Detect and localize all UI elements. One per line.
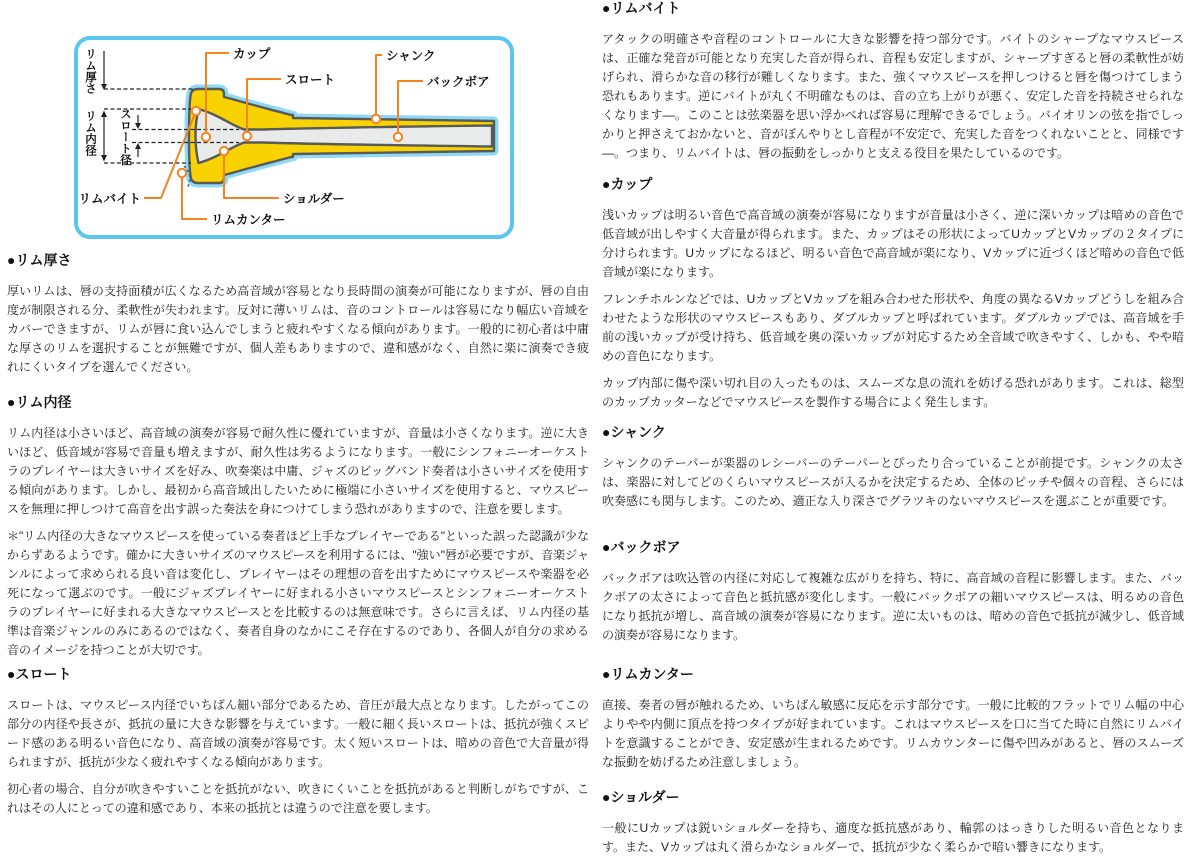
section-heading: ●シャンク [602, 424, 666, 440]
cup-anchor-dot [202, 133, 210, 141]
section-rim-thickness [7, 252, 589, 377]
section-heading: ●ショルダー [602, 789, 680, 805]
section-throat [7, 666, 589, 818]
section-paragraph: フレンチホルンなどでは、UカップとVカップを組み合わせた形状や、角度の異なるVカップどうしを組み合わせたような形状のマウスピースもあり、ダブルカップと呼ばれています。ダブルカップでは、高音域を手前の浅いカップが受け持ち、低音域を奥の深いカップが対応するため全音域で吹きやすく、しかも、やや暗めの音色になります。 [602, 292, 1184, 363]
section-cup [602, 176, 1184, 412]
section-paragraph: アタックの明確さや音程のコントロールに大きな影響を持つ部分です。バイトのシャープなマウスピースは、正確な発音が可能となり充実した音が得られ、音程も安定しますが、シャープすぎると唇の柔軟性が妨げられ、滑らかな音の移行が難しくなります。また、強くマウスピースを押しつけると唇を傷つけてしまう恐れもあります。逆にバイトが丸く不明確なものは、音の立ち上がりが悪く、安定した音を持続させられなくなります―。このことは弦楽器を思い浮かべれば容易に理解できるでしょう。バイオリンの弦を指でしっかりと押さえておかないと、音がぼんやりとし音程が不安定で、充実した音をつくれないことと、同様です―。つまり、リムバイトは、唇の振動をしっかりと支える役目を果たしているのです。 [602, 32, 1184, 160]
throat-diameter-dimension-label: スロート径 [119, 108, 131, 166]
section-heading: ●リム内径 [7, 394, 72, 410]
section-paragraph: 厚いリムは、唇の支持面積が広くなるため高音域が容易となり長時間の演奏が可能になりますが、唇の自由度が制限される分、柔軟性が失われます。反対に薄いリムは、音のコントロールは容易になり幅広い音域をカバーできますが、リムが唇に食い込んでしまうと疲れやすくなる傾向があります。一般的に初心者は中庸な厚さのリムを選択することが無難ですが、個人差もありますので、違和感がなく、自然に楽に演奏でき疲れにくいタイプを選んでください。 [7, 284, 589, 374]
section-paragraph: シャンクのテーパーが楽器のレシーバーのテーパーとぴったり合っていることが前提です。シャンクの太さは、楽器に対してどのくらいマウスピースが入るかを決定するため、全体のピッチや個々の音程、さらには吹奏感にも関与します。このため、適正な入り深さでグラツキのないマウスピースを選ぶことが重要です。 [602, 456, 1184, 508]
section-shank [602, 424, 1184, 511]
section-heading: ●バックボア [602, 539, 681, 555]
shoulder-anchor-dot [220, 147, 228, 155]
mouthpiece-diagram [74, 36, 514, 239]
section-rim-bite [602, 0, 1184, 163]
shoulder-callout-label: ショルダー [283, 192, 345, 206]
section-paragraph: スロートは、マウスピース内径でいちばん細い部分であるため、音圧が最大点となります。したがってこの部分の内径や長さが、抵抗の量に大きな影響を与えています。一般に細く長いスロートは、抵抗が強くスピード感のある明るい音色になり、高音域の演奏が容易です。太く短いスロートは、暗めの音色で大音量が得られますが、抵抗が少なく疲れやすくなる傾向があります。 [7, 698, 589, 769]
backbore-anchor-dot [394, 133, 402, 141]
section-heading: ●リムカンター [602, 666, 694, 682]
section-paragraph: ＊"リム内径の大きなマウスピースを使っている奏者ほど上手なプレイヤーである"といった誤った認識が少なからずあるようです。確かに大きいサイズのマウスピースを利用するには、"強い"唇が必要ですが、音楽ジャンルによって求められる良い音は変化し、プレイヤーはその理想の音を出すためにマウスピースや楽器を必死になって選ぶのです。一般にジャズプレイヤーに好まれる小さいマウスピースとシンフォニーオーケストラのプレイヤーに好まれる大きなマウスピースとを比較するのは無意味です。さらに言えば、リム内径の基準は音楽ジャンルのみにあるのではなく、奏者自身のなかにこそ存在するのであり、各個人が自分の求める音のイメージを持つことが大切です。 [7, 529, 590, 657]
shank-callout-label: シャンク [386, 49, 436, 63]
section-heading: ●リムバイト [602, 0, 681, 16]
rim-contour-callout-label: リムカンター [211, 213, 286, 227]
rim-bite-anchor-dot [192, 107, 200, 115]
section-heading: ●カップ [602, 176, 653, 192]
throat-callout-label: スロート [285, 73, 336, 87]
section-paragraph: 一般にUカップは鋭いショルダーを持ち、適度な抵抗感があり、輪郭のはっきりした明るい音色となります。また、Vカップは丸く滑らかなショルダーで、抵抗が少なく柔らかで暗い響きになります。 [602, 821, 1184, 854]
section-heading: ●スロート [7, 666, 72, 682]
section-paragraph: バックボアは吹込管の内径に対応して複雑な広がりを持ち、特に、高音域の音程に影響します。また、バックボアの太さによって音色と抵抗感が変化します。一般にバックボアの細いマウスピースは、明るめの音色になり抵抗が増し、高音域の演奏が容易になります。逆に太いものは、暗めの音色で抵抗が減少し、低音域の演奏が容易になります。 [602, 571, 1184, 642]
section-paragraph: リム内径は小さいほど、高音域の演奏が容易で耐久性に優れていますが、音量は小さくなります。逆に大きいほど、低音域が容易で音量も増えますが、耐久性は劣るようになります。一般にシンフォニーオーケストラのプレイヤーは大きいサイズを好み、吹奏楽は中庸、ジャズのビッグバンド奏者は小さいサイズを使用する傾向があります。しかし、最初から高音域出したいために極端に小さいサイズを使用すると、マウスピースを無理に押しつけて高音を出す誤った奏法を身につけてしまう恐れがありますので、注意を要します。 [7, 426, 589, 516]
section-paragraph: カップ内部に傷や深い切れ目の入ったものは、スムーズな息の流れを妨げる恐れがあります。これは、総型のカップカッターなどでマウスピースを製作する場合によく発生します。 [602, 376, 1184, 409]
rim-inner-diameter-dimension-label: リム内径 [84, 110, 96, 156]
rim-thickness-dimension-label: リム厚さ [84, 48, 96, 94]
rim-contour-anchor-dot [178, 169, 186, 177]
section-rim-contour [602, 666, 1184, 772]
cup-callout-label: カップ [233, 47, 271, 61]
section-paragraph: 浅いカップは明るい音色で高音域の演奏が容易になりますが音量は小さく、逆に深いカップは暗めの音色で低音域が出しやすく大音量が得られます。また、カップはその形状によってUカップとVカップの２タイプに分けられます。Uカップになるほど、明るい音色で高音域が楽になり、Vカップに近づくほど暗めの音色で低音域が楽になります。 [602, 208, 1184, 279]
mouthpiece-diagram-svg [74, 36, 514, 239]
section-paragraph: 直接、奏者の唇が触れるため、いちばん敏感に反応を示す部分です。一般に比較的フラットでリム幅の中心よりやや内側に頂点を持つタイプが好まれています。これはマウスピースを口に当てた時に自然にリムバイトを意識することができ、安定感が生まれるためです。リムカウンターに傷や凹みがあると、唇のスムーズな振動を妨げるため注意しましょう。 [602, 698, 1184, 769]
section-backbore [602, 539, 1184, 645]
backbore-callout-label: バックボア [427, 75, 490, 89]
section-rim-inner-diameter [7, 394, 589, 660]
section-shoulder [602, 789, 1184, 857]
section-heading: ●リム厚さ [7, 252, 72, 268]
rim-bite-callout-label: リムバイト [78, 192, 141, 206]
section-paragraph: 初心者の場合、自分が吹きやすいことを抵抗がない、吹きにくいことを抵抗があると判断しがちですが、これはその人にとっての違和感であり、本来の抵抗とは違うので注意を要します。 [7, 782, 589, 815]
throat-anchor-dot [243, 132, 251, 140]
shank-anchor-dot [372, 115, 380, 123]
